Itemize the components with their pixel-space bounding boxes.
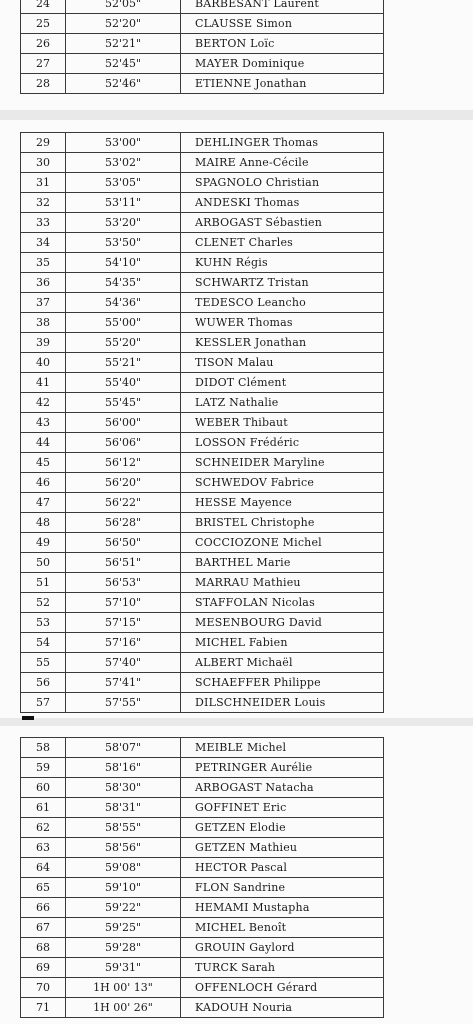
time-cell: 54'36" bbox=[66, 293, 181, 313]
rank-cell: 71 bbox=[21, 998, 66, 1018]
time-cell: 56'53" bbox=[66, 573, 181, 593]
time-cell: 56'20" bbox=[66, 473, 181, 493]
name-cell: WEBER Thibaut bbox=[181, 413, 384, 433]
table-row bbox=[21, 513, 384, 533]
time-cell: 53'02" bbox=[66, 153, 181, 173]
table-row bbox=[21, 253, 384, 273]
results-sheet-top bbox=[0, 0, 473, 110]
rank-cell: 65 bbox=[21, 878, 66, 898]
table-row bbox=[21, 333, 384, 353]
time-cell: 56'50" bbox=[66, 533, 181, 553]
rank-cell: 40 bbox=[21, 353, 66, 373]
table-row bbox=[21, 898, 384, 918]
time-cell: 55'00" bbox=[66, 313, 181, 333]
time-cell: 57'15" bbox=[66, 613, 181, 633]
time-cell: 52'05" bbox=[66, 0, 181, 14]
name-cell: FLON Sandrine bbox=[181, 878, 384, 898]
time-cell: 59'31" bbox=[66, 958, 181, 978]
rank-cell: 42 bbox=[21, 393, 66, 413]
name-cell: BARBESANT Laurent bbox=[181, 0, 384, 14]
table-row bbox=[21, 938, 384, 958]
table-row bbox=[21, 878, 384, 898]
name-cell: MAYER Dominique bbox=[181, 54, 384, 74]
name-cell: ETIENNE Jonathan bbox=[181, 74, 384, 94]
name-cell: STAFFOLAN Nicolas bbox=[181, 593, 384, 613]
table-row bbox=[21, 153, 384, 173]
time-cell: 56'28" bbox=[66, 513, 181, 533]
name-cell: ALBERT Michaël bbox=[181, 653, 384, 673]
table-row bbox=[21, 818, 384, 838]
time-cell: 56'06" bbox=[66, 433, 181, 453]
rank-cell: 24 bbox=[21, 0, 66, 14]
name-cell: KUHN Régis bbox=[181, 253, 384, 273]
time-cell: 56'00" bbox=[66, 413, 181, 433]
time-cell: 59'08" bbox=[66, 858, 181, 878]
rank-cell: 60 bbox=[21, 778, 66, 798]
rank-cell: 64 bbox=[21, 858, 66, 878]
time-cell: 53'50" bbox=[66, 233, 181, 253]
table-row bbox=[21, 373, 384, 393]
time-cell: 56'51" bbox=[66, 553, 181, 573]
time-cell: 58'30" bbox=[66, 778, 181, 798]
name-cell: COCCIOZONE Michel bbox=[181, 533, 384, 553]
name-cell: PETRINGER Aurélie bbox=[181, 758, 384, 778]
name-cell: MESENBOURG David bbox=[181, 613, 384, 633]
table-row bbox=[21, 74, 384, 94]
time-cell: 52'45" bbox=[66, 54, 181, 74]
rank-cell: 51 bbox=[21, 573, 66, 593]
table-row bbox=[21, 14, 384, 34]
name-cell: CLENET Charles bbox=[181, 233, 384, 253]
rank-cell: 30 bbox=[21, 153, 66, 173]
rank-cell: 25 bbox=[21, 14, 66, 34]
table-row bbox=[21, 313, 384, 333]
table-row bbox=[21, 838, 384, 858]
name-cell: SCHAEFFER Philippe bbox=[181, 673, 384, 693]
rank-cell: 59 bbox=[21, 758, 66, 778]
time-cell: 58'56" bbox=[66, 838, 181, 858]
table-row bbox=[21, 34, 384, 54]
rank-cell: 27 bbox=[21, 54, 66, 74]
table-row bbox=[21, 778, 384, 798]
table-row bbox=[21, 213, 384, 233]
rank-cell: 33 bbox=[21, 213, 66, 233]
name-cell: TURCK Sarah bbox=[181, 958, 384, 978]
time-cell: 58'07" bbox=[66, 738, 181, 758]
time-cell: 58'31" bbox=[66, 798, 181, 818]
name-cell: BRISTEL Christophe bbox=[181, 513, 384, 533]
rank-cell: 39 bbox=[21, 333, 66, 353]
time-cell: 58'16" bbox=[66, 758, 181, 778]
table-row bbox=[21, 738, 384, 758]
time-cell: 53'11" bbox=[66, 193, 181, 213]
table-row bbox=[21, 593, 384, 613]
rank-cell: 69 bbox=[21, 958, 66, 978]
name-cell: ANDESKI Thomas bbox=[181, 193, 384, 213]
results-sheet-middle bbox=[0, 120, 473, 718]
table-row bbox=[21, 978, 384, 998]
rank-cell: 37 bbox=[21, 293, 66, 313]
table-row bbox=[21, 453, 384, 473]
results-sheet-bottom bbox=[0, 726, 473, 1024]
rank-cell: 45 bbox=[21, 453, 66, 473]
name-cell: KADOUH Nouria bbox=[181, 998, 384, 1018]
time-cell: 57'41" bbox=[66, 673, 181, 693]
rank-cell: 63 bbox=[21, 838, 66, 858]
name-cell: TEDESCO Leancho bbox=[181, 293, 384, 313]
rank-cell: 41 bbox=[21, 373, 66, 393]
time-cell: 55'21" bbox=[66, 353, 181, 373]
table-row bbox=[21, 533, 384, 553]
time-cell: 56'22" bbox=[66, 493, 181, 513]
rank-cell: 53 bbox=[21, 613, 66, 633]
table-row bbox=[21, 958, 384, 978]
table-row bbox=[21, 998, 384, 1018]
rank-cell: 56 bbox=[21, 673, 66, 693]
rank-cell: 34 bbox=[21, 233, 66, 253]
name-cell: DEHLINGER Thomas bbox=[181, 133, 384, 153]
table-row bbox=[21, 573, 384, 593]
table-row bbox=[21, 173, 384, 193]
table-row bbox=[21, 393, 384, 413]
name-cell: GETZEN Elodie bbox=[181, 818, 384, 838]
time-cell: 53'20" bbox=[66, 213, 181, 233]
table-row bbox=[21, 798, 384, 818]
name-cell: LATZ Nathalie bbox=[181, 393, 384, 413]
rank-cell: 49 bbox=[21, 533, 66, 553]
results-table-top bbox=[20, 0, 384, 94]
time-cell: 56'12" bbox=[66, 453, 181, 473]
rank-cell: 54 bbox=[21, 633, 66, 653]
name-cell: HECTOR Pascal bbox=[181, 858, 384, 878]
table-row bbox=[21, 653, 384, 673]
table-row bbox=[21, 54, 384, 74]
name-cell: BERTON Loïc bbox=[181, 34, 384, 54]
time-cell: 54'35" bbox=[66, 273, 181, 293]
table-row bbox=[21, 353, 384, 373]
name-cell: SPAGNOLO Christian bbox=[181, 173, 384, 193]
table-row bbox=[21, 233, 384, 253]
name-cell: OFFENLOCH Gérard bbox=[181, 978, 384, 998]
rank-cell: 62 bbox=[21, 818, 66, 838]
time-cell: 59'22" bbox=[66, 898, 181, 918]
name-cell: MICHEL Fabien bbox=[181, 633, 384, 653]
name-cell: HESSE Mayence bbox=[181, 493, 384, 513]
rank-cell: 46 bbox=[21, 473, 66, 493]
name-cell: MEIBLE Michel bbox=[181, 738, 384, 758]
table-row bbox=[21, 693, 384, 713]
table-row bbox=[21, 758, 384, 778]
table-row bbox=[21, 293, 384, 313]
rank-cell: 31 bbox=[21, 173, 66, 193]
name-cell: DILSCHNEIDER Louis bbox=[181, 693, 384, 713]
table-row bbox=[21, 0, 384, 14]
rank-cell: 48 bbox=[21, 513, 66, 533]
time-cell: 57'55" bbox=[66, 693, 181, 713]
table-row bbox=[21, 918, 384, 938]
time-cell: 52'46" bbox=[66, 74, 181, 94]
table-row bbox=[21, 673, 384, 693]
rank-cell: 70 bbox=[21, 978, 66, 998]
name-cell: WUWER Thomas bbox=[181, 313, 384, 333]
time-cell: 53'05" bbox=[66, 173, 181, 193]
name-cell: BARTHEL Marie bbox=[181, 553, 384, 573]
rank-cell: 47 bbox=[21, 493, 66, 513]
time-cell: 55'45" bbox=[66, 393, 181, 413]
time-cell: 54'10" bbox=[66, 253, 181, 273]
rank-cell: 61 bbox=[21, 798, 66, 818]
rank-cell: 35 bbox=[21, 253, 66, 273]
rank-cell: 28 bbox=[21, 74, 66, 94]
table-row bbox=[21, 433, 384, 453]
rank-cell: 36 bbox=[21, 273, 66, 293]
table-row bbox=[21, 858, 384, 878]
results-table-bottom bbox=[20, 737, 384, 1018]
time-cell: 59'10" bbox=[66, 878, 181, 898]
rank-cell: 67 bbox=[21, 918, 66, 938]
time-cell: 52'20" bbox=[66, 14, 181, 34]
time-cell: 55'40" bbox=[66, 373, 181, 393]
time-cell: 59'28" bbox=[66, 938, 181, 958]
rank-cell: 68 bbox=[21, 938, 66, 958]
name-cell: SCHWEDOV Fabrice bbox=[181, 473, 384, 493]
table-row bbox=[21, 493, 384, 513]
rank-cell: 32 bbox=[21, 193, 66, 213]
name-cell: ARBOGAST Natacha bbox=[181, 778, 384, 798]
rank-cell: 52 bbox=[21, 593, 66, 613]
table-row bbox=[21, 133, 384, 153]
name-cell: GETZEN Mathieu bbox=[181, 838, 384, 858]
time-cell: 55'20" bbox=[66, 333, 181, 353]
rank-cell: 38 bbox=[21, 313, 66, 333]
name-cell: CLAUSSE Simon bbox=[181, 14, 384, 34]
table-row bbox=[21, 413, 384, 433]
name-cell: MARRAU Mathieu bbox=[181, 573, 384, 593]
table-row bbox=[21, 633, 384, 653]
rank-cell: 44 bbox=[21, 433, 66, 453]
time-cell: 1H 00' 13" bbox=[66, 978, 181, 998]
table-row bbox=[21, 473, 384, 493]
time-cell: 59'25" bbox=[66, 918, 181, 938]
time-cell: 57'16" bbox=[66, 633, 181, 653]
time-cell: 57'10" bbox=[66, 593, 181, 613]
table-row bbox=[21, 553, 384, 573]
rank-cell: 58 bbox=[21, 738, 66, 758]
rank-cell: 43 bbox=[21, 413, 66, 433]
time-cell: 57'40" bbox=[66, 653, 181, 673]
name-cell: HEMAMI Mustapha bbox=[181, 898, 384, 918]
name-cell: TISON Malau bbox=[181, 353, 384, 373]
name-cell: MAIRE Anne-Cécile bbox=[181, 153, 384, 173]
name-cell: GOFFINET Eric bbox=[181, 798, 384, 818]
results-table-middle bbox=[20, 132, 384, 713]
name-cell: KESSLER Jonathan bbox=[181, 333, 384, 353]
name-cell: MICHEL Benoît bbox=[181, 918, 384, 938]
name-cell: LOSSON Frédéric bbox=[181, 433, 384, 453]
name-cell: SCHWARTZ Tristan bbox=[181, 273, 384, 293]
page-marker bbox=[22, 716, 34, 720]
time-cell: 58'55" bbox=[66, 818, 181, 838]
rank-cell: 26 bbox=[21, 34, 66, 54]
table-row bbox=[21, 193, 384, 213]
name-cell: SCHNEIDER Maryline bbox=[181, 453, 384, 473]
name-cell: GROUIN Gaylord bbox=[181, 938, 384, 958]
name-cell: ARBOGAST Sébastien bbox=[181, 213, 384, 233]
time-cell: 53'00" bbox=[66, 133, 181, 153]
table-row bbox=[21, 273, 384, 293]
rank-cell: 57 bbox=[21, 693, 66, 713]
table-row bbox=[21, 613, 384, 633]
rank-cell: 50 bbox=[21, 553, 66, 573]
rank-cell: 66 bbox=[21, 898, 66, 918]
time-cell: 1H 00' 26" bbox=[66, 998, 181, 1018]
rank-cell: 55 bbox=[21, 653, 66, 673]
rank-cell: 29 bbox=[21, 133, 66, 153]
time-cell: 52'21" bbox=[66, 34, 181, 54]
name-cell: DIDOT Clément bbox=[181, 373, 384, 393]
